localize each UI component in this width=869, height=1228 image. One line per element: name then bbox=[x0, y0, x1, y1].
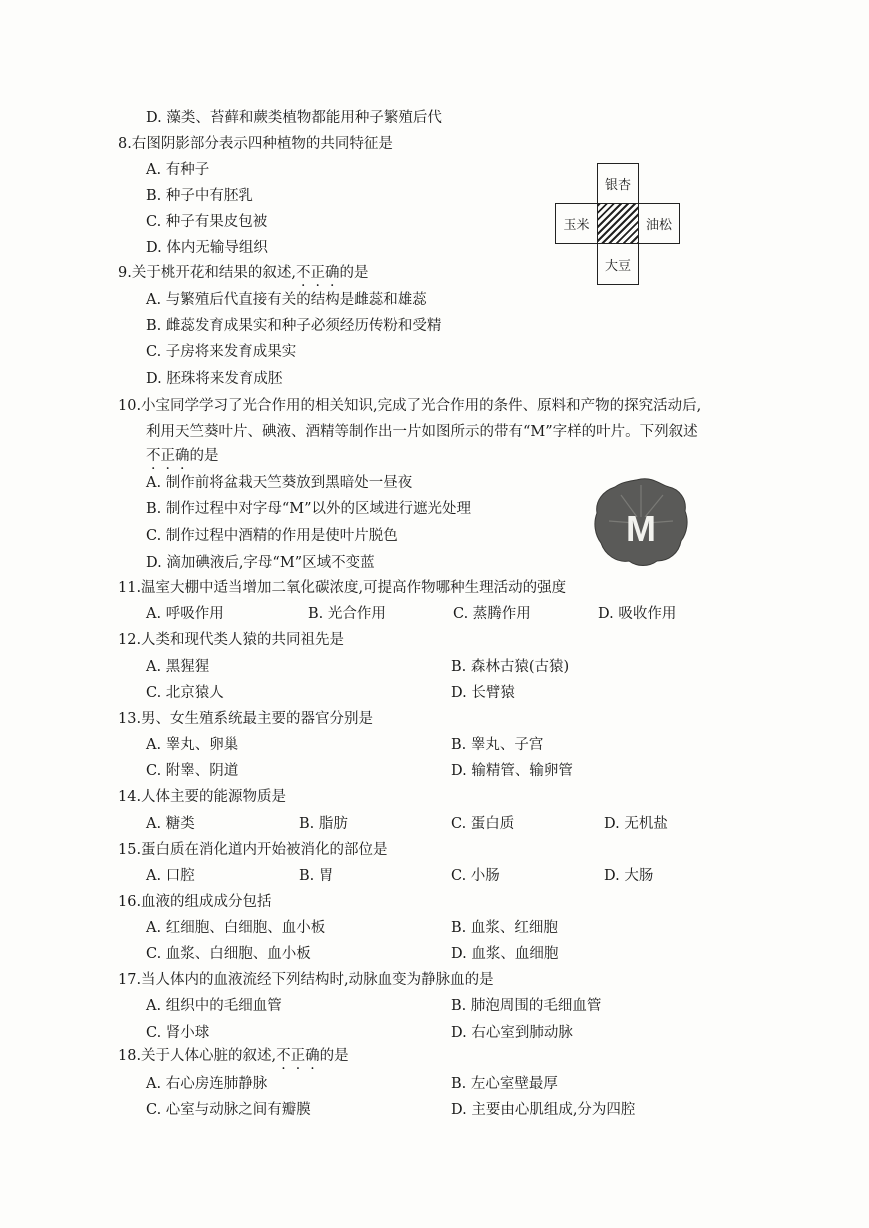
q8-option-c: C. 种子有果皮包被 bbox=[146, 214, 268, 230]
q14-option-b: B. 脂肪 bbox=[299, 816, 348, 832]
q12-option-b: B. 森林古猿(古猿) bbox=[451, 659, 570, 675]
q9-option-b: B. 雌蕊发育成果实和种子必须经历传粉和受精 bbox=[146, 318, 442, 334]
q11-option-b: B. 光合作用 bbox=[308, 606, 386, 622]
q9-stem: 9.关于桃开花和结果的叙述,不正确的是 bbox=[118, 265, 369, 281]
q18-option-c: C. 心室与动脉之间有瓣膜 bbox=[146, 1102, 311, 1118]
q9-option-d: D. 胚珠将来发育成胚 bbox=[146, 371, 283, 387]
q11-option-c: C. 蒸腾作用 bbox=[453, 606, 531, 622]
q14-option-d: D. 无机盐 bbox=[604, 816, 668, 832]
emphasis-char: 确 bbox=[324, 265, 340, 281]
q16-option-d: D. 血浆、血细胞 bbox=[451, 946, 559, 962]
q9-option-a: A. 与繁殖后代直接有关的结构是雌蕊和雄蕊 bbox=[146, 292, 427, 308]
q16-option-a: A. 红细胞、白细胞、血小板 bbox=[146, 920, 326, 936]
diagram-cell-bottom: 大豆 bbox=[597, 243, 639, 285]
q17-option-a: A. 组织中的毛细血管 bbox=[146, 998, 282, 1014]
diagram-cell-left: 玉米 bbox=[555, 203, 598, 244]
q13-stem: 13.男、女生殖系统最主要的器官分别是 bbox=[118, 711, 374, 727]
diagram-cell-top: 银杏 bbox=[597, 163, 639, 204]
q13-option-b: B. 睾丸、子宫 bbox=[451, 737, 544, 753]
q18-stem: 18.关于人体心脏的叙述,不正确的是 bbox=[118, 1048, 349, 1064]
q15-option-c: C. 小肠 bbox=[451, 868, 500, 884]
q10-option-a: A. 制作前将盆栽天竺葵放到黑暗处一昼夜 bbox=[146, 475, 413, 491]
leaf-m-illustration bbox=[591, 473, 691, 573]
q12-stem: 12.人类和现代类人猿的共同祖先是 bbox=[118, 632, 345, 648]
q18-option-b: B. 左心室壁最厚 bbox=[451, 1076, 558, 1092]
q10-stem-line2: 利用天竺葵叶片、碘液、酒精等制作出一片如图所示的带有“M”字样的叶片。下列叙述 bbox=[146, 424, 698, 440]
q17-option-b: B. 肺泡周围的毛细血管 bbox=[451, 998, 602, 1014]
q16-stem: 16.血液的组成成分包括 bbox=[118, 894, 272, 910]
q13-option-c: C. 附睾、阴道 bbox=[146, 763, 239, 779]
emphasis-char: 确 bbox=[305, 1048, 320, 1064]
q10-option-c: C. 制作过程中酒精的作用是使叶片脱色 bbox=[146, 528, 398, 544]
q17-stem: 17.当人体内的血液流经下列结构时,动脉血变为静脉血的是 bbox=[118, 972, 494, 988]
q17-option-d: D. 右心室到肺动脉 bbox=[451, 1025, 573, 1041]
q14-option-a: A. 糖类 bbox=[146, 816, 195, 832]
q16-option-c: C. 血浆、白细胞、血小板 bbox=[146, 946, 311, 962]
q13-option-d: D. 输精管、输卵管 bbox=[451, 763, 573, 779]
q10-stem-line3: 不正确的是 bbox=[146, 448, 219, 464]
diagram-cell-right: 油松 bbox=[638, 203, 680, 244]
q13-option-a: A. 睾丸、卵巢 bbox=[146, 737, 239, 753]
q10-stem-line1: 10.小宝同学学习了光合作用的相关知识,完成了光合作用的条件、原料和产物的探究活动后, bbox=[118, 398, 702, 414]
q14-stem: 14.人体主要的能源物质是 bbox=[118, 789, 287, 805]
q18-option-d: D. 主要由心肌组成,分为四腔 bbox=[451, 1102, 636, 1118]
q8-stem: 8.右图阴影部分表示四种植物的共同特征是 bbox=[118, 136, 393, 152]
q15-option-a: A. 口腔 bbox=[146, 868, 195, 884]
q14-option-c: C. 蛋白质 bbox=[451, 816, 515, 832]
q7-option-d: D. 藻类、苔藓和蕨类植物都能用种子繁殖后代 bbox=[146, 110, 442, 126]
q15-option-d: D. 大肠 bbox=[604, 868, 654, 884]
q15-option-b: B. 胃 bbox=[299, 868, 334, 884]
q16-option-b: B. 血浆、红细胞 bbox=[451, 920, 558, 936]
emphasis-char: 正 bbox=[160, 448, 175, 464]
q10-option-b: B. 制作过程中对字母“M”以外的区域进行遮光处理 bbox=[146, 501, 472, 517]
emphasis-char: 不 bbox=[276, 1048, 291, 1064]
q18-option-a: A. 右心房连肺静脉 bbox=[146, 1076, 268, 1092]
q12-option-c: C. 北京猿人 bbox=[146, 685, 224, 701]
q8-option-d: D. 体内无输导组织 bbox=[146, 240, 268, 256]
q10-option-d: D. 滴加碘液后,字母“M”区域不变蓝 bbox=[146, 555, 375, 571]
q15-stem: 15.蛋白质在消化道内开始被消化的部位是 bbox=[118, 842, 388, 858]
plant-cross-diagram bbox=[555, 163, 680, 285]
q12-option-a: A. 黑猩猩 bbox=[146, 659, 210, 675]
emphasis-char: 正 bbox=[310, 265, 325, 281]
q8-option-b: B. 种子中有胚乳 bbox=[146, 188, 253, 204]
emphasis-char: 不 bbox=[295, 265, 311, 281]
q11-option-d: D. 吸收作用 bbox=[598, 606, 677, 622]
emphasis-char: 不 bbox=[146, 448, 161, 464]
q11-option-a: A. 呼吸作用 bbox=[146, 606, 224, 622]
q12-option-d: D. 长臂猿 bbox=[451, 685, 515, 701]
leaf-letter: M bbox=[626, 508, 656, 549]
q11-stem: 11.温室大棚中适当增加二氧化碳浓度,可提高作物哪种生理活动的强度 bbox=[118, 580, 567, 596]
q9-option-c: C. 子房将来发育成果实 bbox=[146, 344, 297, 360]
emphasis-char: 正 bbox=[290, 1048, 306, 1064]
q17-option-c: C. 肾小球 bbox=[146, 1025, 210, 1041]
diagram-shaded-center bbox=[597, 203, 639, 244]
emphasis-char: 确 bbox=[175, 448, 190, 464]
q8-option-a: A. 有种子 bbox=[146, 162, 210, 178]
